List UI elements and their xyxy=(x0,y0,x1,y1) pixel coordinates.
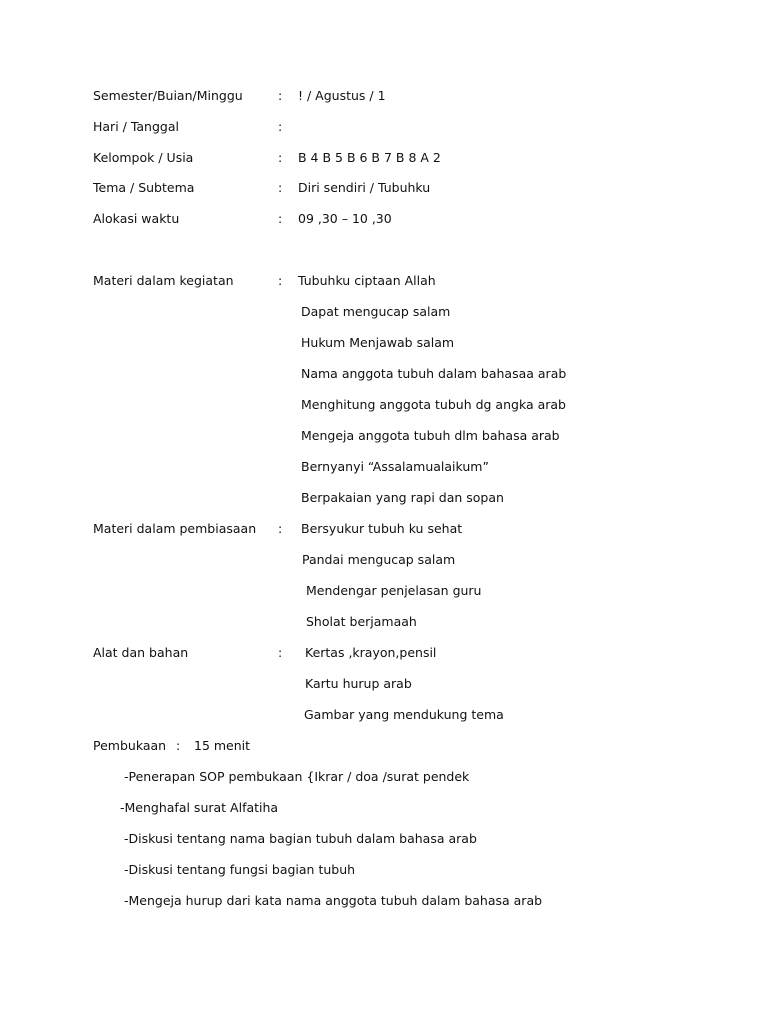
list-item: -Mengeja hurup dari kata nama anggota tubuh dalam bahasa arab xyxy=(124,893,543,908)
pembukaan-duration: 15 menit xyxy=(194,738,251,753)
field-colon: : xyxy=(278,119,283,134)
field-colon: : xyxy=(278,211,283,226)
list-item: Tubuhku ciptaan Allah xyxy=(298,273,436,288)
list-item: -Menghafal surat Alfatiha xyxy=(120,800,279,815)
list-item: Hukum Menjawab salam xyxy=(301,335,455,350)
list-item: Kartu hurup arab xyxy=(305,676,412,691)
list-item: Sholat berjamaah xyxy=(306,614,417,629)
section-label-pembukaan: Pembukaan xyxy=(93,738,167,753)
field-value-tema: Diri sendiri / Tubuhku xyxy=(298,180,431,195)
field-value-semester: ! / Agustus / 1 xyxy=(298,88,386,103)
field-value-kelompok: B 4 B 5 B 6 B 7 B 8 A 2 xyxy=(298,150,441,165)
list-item: Dapat mengucap salam xyxy=(301,304,451,319)
field-colon: : xyxy=(278,645,283,660)
field-label-alokasi: Alokasi waktu xyxy=(93,211,180,226)
field-value-alokasi: 09 ,30 – 10 ,30 xyxy=(298,211,392,226)
list-item: Menghitung anggota tubuh dg angka arab xyxy=(301,397,566,412)
field-colon: : xyxy=(278,150,283,165)
section-label-materi-kegiatan: Materi dalam kegiatan xyxy=(93,273,234,288)
list-item: Pandai mengucap salam xyxy=(302,552,456,567)
list-item: Mendengar penjelasan guru xyxy=(306,583,482,598)
section-label-alat-bahan: Alat dan bahan xyxy=(93,645,189,660)
list-item: Nama anggota tubuh dalam bahasaa arab xyxy=(301,366,567,381)
field-colon: : xyxy=(278,273,283,288)
field-label-hari: Hari / Tanggal xyxy=(93,119,179,134)
list-item: Bersyukur tubuh ku sehat xyxy=(301,521,463,536)
list-item: Gambar yang mendukung tema xyxy=(304,707,504,722)
list-item: -Diskusi tentang fungsi bagian tubuh xyxy=(124,862,356,877)
list-item: -Diskusi tentang nama bagian tubuh dalam bahasa arab xyxy=(124,831,477,846)
field-colon: : xyxy=(176,738,181,753)
field-colon: : xyxy=(278,521,283,536)
list-item: Mengeja anggota tubuh dlm bahasa arab xyxy=(301,428,560,443)
field-colon: : xyxy=(278,180,283,195)
list-item: -Penerapan SOP pembukaan {Ikrar / doa /surat pendek xyxy=(124,769,470,784)
list-item: Bernyanyi “Assalamualaikum” xyxy=(301,459,489,474)
list-item: Kertas ,krayon,pensil xyxy=(305,645,437,660)
field-label-tema: Tema / Subtema xyxy=(93,180,195,195)
field-label-semester: Semester/Buian/Minggu xyxy=(93,88,243,103)
section-label-materi-pembiasaan: Materi dalam pembiasaan xyxy=(93,521,257,536)
list-item: Berpakaian yang rapi dan sopan xyxy=(301,490,504,505)
field-colon: : xyxy=(278,88,283,103)
field-label-kelompok: Kelompok / Usia xyxy=(93,150,194,165)
